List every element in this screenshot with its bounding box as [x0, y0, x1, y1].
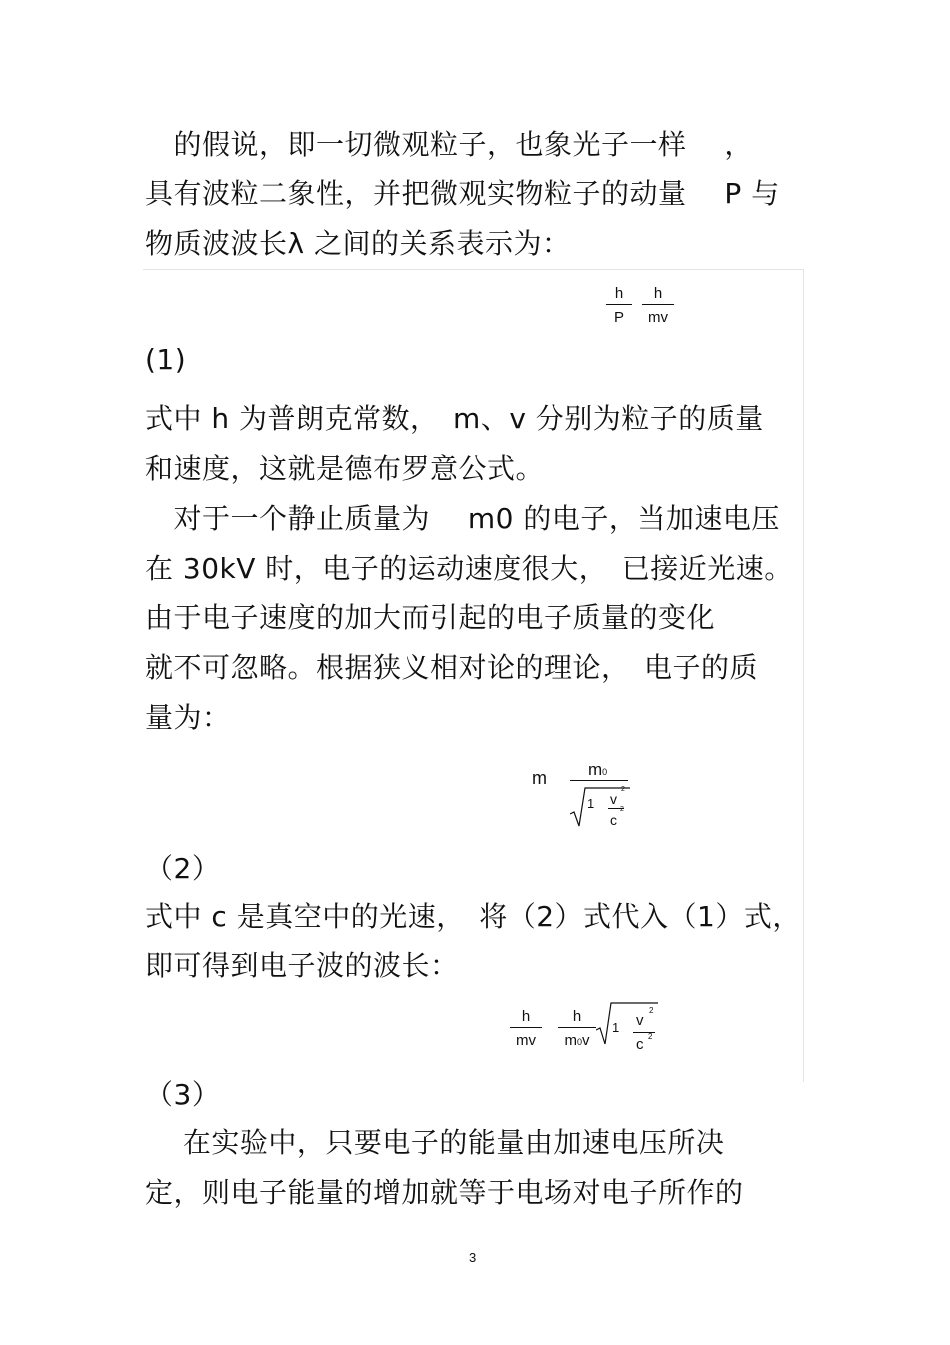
- page-number: 3: [469, 1250, 477, 1265]
- text-line-2: 具有波粒二象性，并把微观实物粒子的动量 P 与: [145, 177, 780, 210]
- equation-2-label: （2）: [145, 852, 221, 885]
- text-line-14: 定，则电子能量的增加就等于电场对电子所作的: [145, 1176, 744, 1209]
- text-line-4: 式中 h 为普朗克常数， m、v 分别为粒子的质量: [145, 402, 764, 435]
- text-line-9: 就不可忽略。根据狭义相对论的理论， 电子的质: [145, 651, 759, 684]
- text-line-13: 在实验中，只要电子的能量由加速电压所决: [145, 1126, 725, 1159]
- text-line-10: 量为：: [145, 701, 231, 734]
- equation-3-label: （3）: [145, 1078, 221, 1111]
- text-line-3: 物质波波长λ 之间的关系表示为：: [145, 227, 571, 260]
- text-line-7: 在 30kV 时，电子的运动速度很大， 已接近光速。: [145, 552, 793, 585]
- equation-2: m m0 1 v 2 c 2: [530, 758, 640, 838]
- equation-3: $\frac{h}{mv}$ $\frac{h}{m0v}$ 1 v 2 c 2: [510, 1000, 670, 1060]
- equation-1-label: (1): [145, 343, 187, 376]
- text-line-6: 对于一个静止质量为 m0 的电子，当加速电压: [145, 502, 780, 535]
- text-line-8: 由于电子速度的加大而引起的电子质量的变化: [145, 601, 716, 634]
- text-line-11: 式中 c 是真空中的光速， 将（2）式代入（1）式，: [145, 900, 801, 933]
- text-line-12: 即可得到电子波的波长：: [145, 949, 459, 982]
- text-line-5: 和速度，这就是德布罗意公式。: [145, 452, 545, 485]
- text-line-1: 的假说，即一切微观粒子，也象光子一样 ，: [145, 128, 753, 161]
